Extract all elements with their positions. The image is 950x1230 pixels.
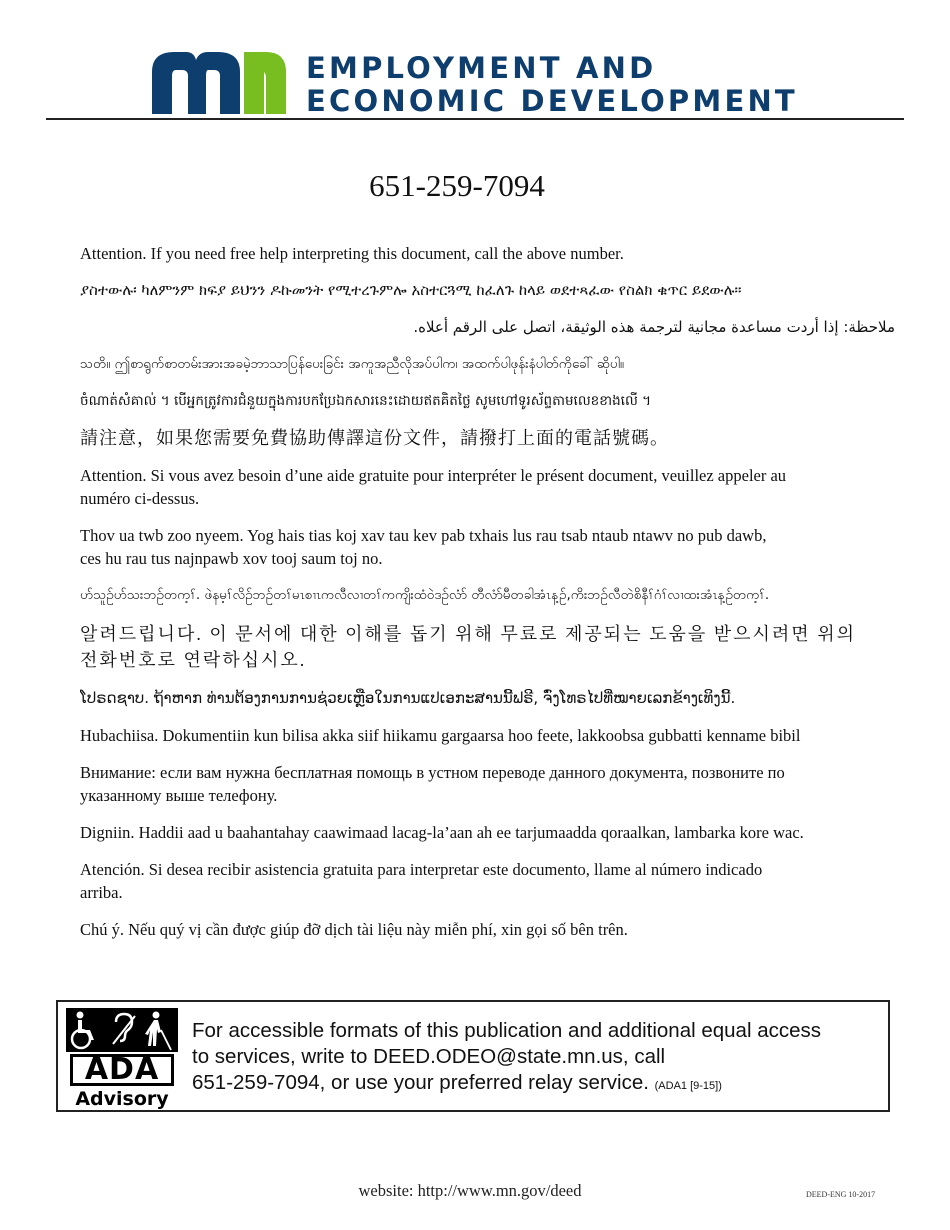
notice-korean: 알려드립니다. 이 문서에 대한 이해를 돕기 위해 무료로 제공되는 도움을 받으시려면 위의 전화번호로 연락하십시오. bbox=[80, 624, 856, 670]
notice-karen: ဟ်သူဉ်ဟ်သးဘဉ်တက့ၢ်. ဖဲနမ့ၢ်လိဉ်ဘဉ်တၢ်မၤစၢၤကလီလၢတၢ်ကကျိးထံဝဲဒဉ်လံာ် တီလံာ်မီတခါအံၤန့ဉ်,ကိးဘဉ်လီတဲစိနီၢ်ဂံၢ်လၢထးအံၤန့ဉ်တက့ၢ်. bbox=[80, 587, 770, 603]
footer-website: website: http://www.mn.gov/deed bbox=[358, 1181, 582, 1200]
notice-khmer: ចំណាត់សំគាល់ ។ បើអ្នកត្រូវការជំនួយក្នុងការបកប្រែឯកសារនេះដោយឥតគិតថ្លៃ សូមហៅទូរស័ព្ទតាមលេខខាងលើ ។ bbox=[80, 393, 652, 409]
notice-chinese: 請注意，如果您需要免費協助傳譯這份文件，請撥打上面的電話號碼。 bbox=[80, 428, 669, 448]
notice-french: Attention. Si vous avez besoin d’une aide gratuite pour interpréter le présent document, veuillez appeler au numéro ci-dessus. bbox=[80, 466, 787, 508]
notice-vietnamese: Chú ý. Nếu quý vị cần được giúp đỡ dịch tài liệu này miễn phí, xin gọi số bên trên. bbox=[80, 920, 628, 939]
notice-somali: Digniin. Haddii aad u baahantahay caawimaad lacag-la’aan ah ee tarjumaadda qoraalkan, lambarka kore wac. bbox=[80, 823, 804, 842]
wheelchair-icon bbox=[72, 1012, 94, 1049]
mn-state-logo bbox=[152, 52, 286, 114]
footer-doc-code: DEED-ENG 10-2017 bbox=[806, 1190, 876, 1199]
notice-russian: Внимание: если вам нужна бесплатная помощь в устном переводе данного документа, позвоните по указанному выше телефону. bbox=[80, 763, 785, 805]
notice-lao: ໂປຣດຊາບ. ຖ້າຫາກ ທ່ານຕ້ອງການການຊ່ວຍເຫຼືອໃນການແປເອກະສານນີ້ຟຣີ, ຈົ່ງໂທຣໄປທີ່ໝາຍເລກຂ້າງເທິງນີ້. bbox=[80, 689, 736, 707]
ada-logo bbox=[66, 1008, 178, 1108]
notice-burmese: သတိ။ ဤစာရွက်စာတမ်းအားအခမဲ့ဘာသာပြန်ပေးခြင်း အကူအညီလိုအပ်ပါက၊ အထက်ပါဖုန်းနံပါတ်ကိုခေါ် ဆိုပါ။ bbox=[80, 356, 624, 372]
agency-title bbox=[306, 52, 798, 118]
page-header bbox=[0, 0, 950, 120]
notice-arabic: ملاحظة: إذا أردت مساعدة مجانية لترجمة هذه الوثيقة، اتصل على الرقم أعلاه. bbox=[413, 318, 895, 336]
ada-message-block bbox=[192, 1018, 882, 1099]
ada-message: For accessible formats of this publication and additional equal access to services, write to DEED.ODEO@state.mn.us, call 651-259-7094, or use your preferred relay service. bbox=[192, 1019, 822, 1094]
accessibility-icons bbox=[66, 1008, 178, 1052]
notice-hmong: Thov ua twb zoo nyeem. Yog hais tias koj xav tau kev pab txhais lus rau tsab ntaub ntawv no pub dawb, ces hu rau tus najnpawb xov tooj saum toj no. bbox=[80, 526, 767, 568]
ada-logo-word: ADA bbox=[70, 1054, 174, 1086]
notice-oromo: Hubachiisa. Dokumentiin kun bilisa akka siif hiikamu gargaarsa hoo feete, lakkoobsa gubbatti kenname bibil bbox=[80, 726, 801, 745]
ada-logo-subword: Advisory bbox=[75, 1088, 169, 1110]
agency-title-line1: EMPLOYMENT AND bbox=[306, 51, 657, 85]
phone-number: 651-259-7094 bbox=[369, 168, 545, 203]
notice-spanish: Atención. Si desea recibir asistencia gratuita para interpretar este documento, llame al número indicado arriba. bbox=[80, 860, 763, 902]
header-divider bbox=[46, 118, 904, 120]
notice-amharic: ያስተውሉ፡ ካለምንም ክፍያ ይህንን ዶኩመንት የሚተረጉምሎ አስተርጓሚ ከፈለጉ ከላይ ወደተጻፈው የስልክ ቁጥር ይደውሉ። bbox=[80, 281, 742, 299]
notice-english: Attention. If you need free help interpreting this document, call the above number. bbox=[80, 244, 624, 263]
blind-cane-icon bbox=[145, 1012, 171, 1051]
ada-advisory-box bbox=[56, 1000, 890, 1112]
hearing-icon bbox=[113, 1014, 135, 1044]
ada-code: (ADA1 [9-15]) bbox=[654, 1080, 722, 1092]
language-notices bbox=[80, 242, 895, 955]
agency-title-line2: ECONOMIC DEVELOPMENT bbox=[306, 84, 798, 118]
